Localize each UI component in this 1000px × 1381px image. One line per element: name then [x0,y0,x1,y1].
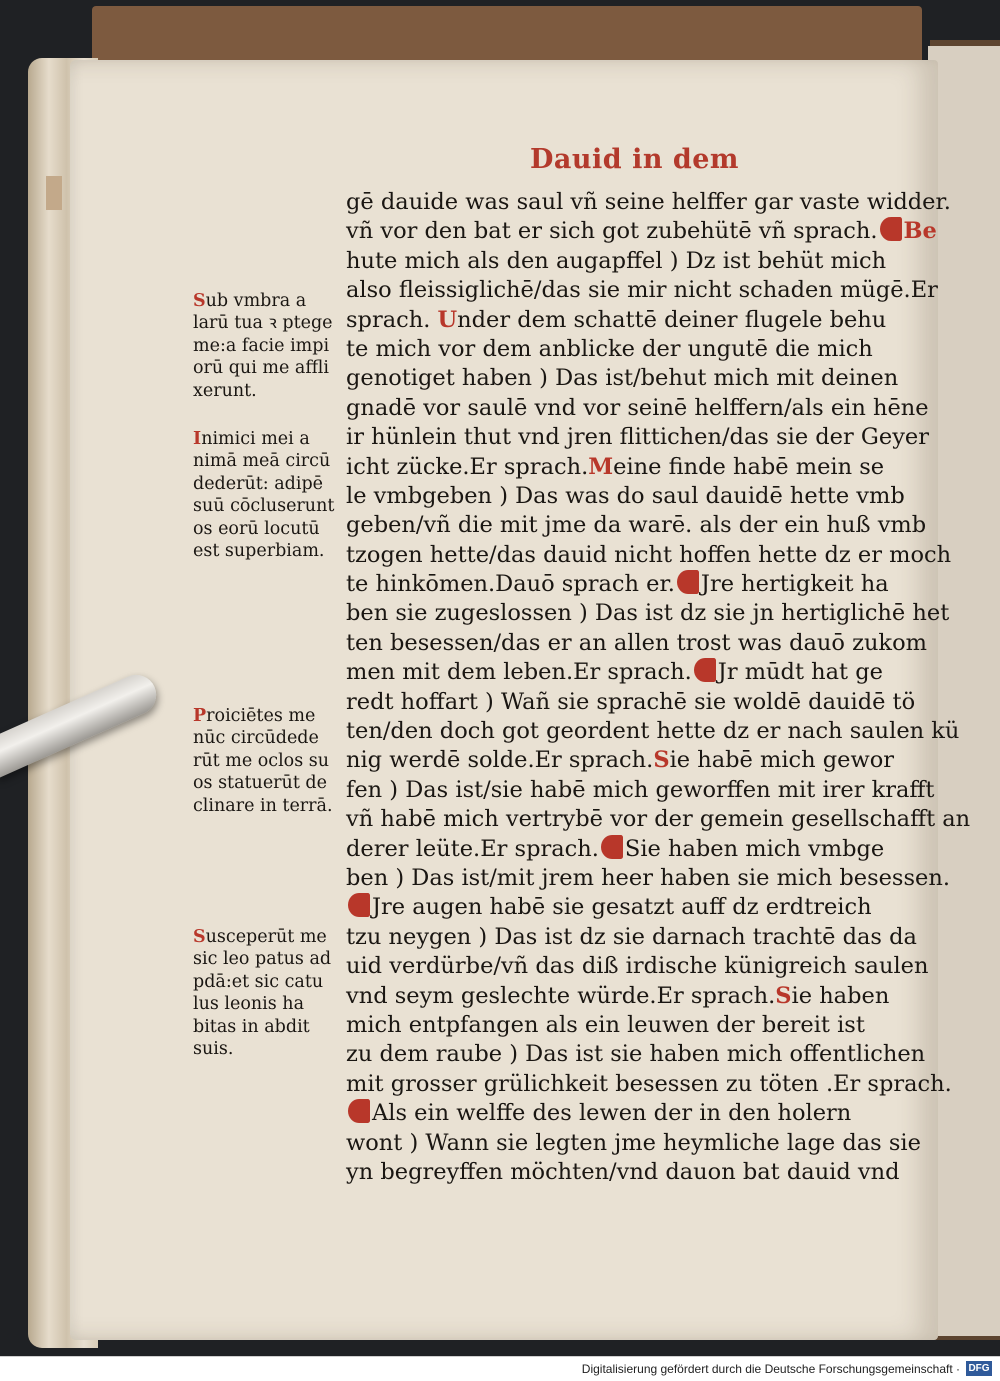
text-line: uid verdürbe/vñ das diß irdische künigreich saulen [346,953,929,980]
text-line: men mit dem leben.Er sprach. Jr mūdt hat ge [346,659,883,686]
text-line: icht zücke.Er sprach.Meine finde habē mein se [346,453,885,480]
text-line: nig werdē solde.Er sprach.Sie habē mich gewor [346,747,895,774]
text-line: yn begreyffen möchten/vnd dauon bat dauid vnd [346,1158,900,1185]
text-line: geben/vñ die mit jme da warē. als der ein huß vmb [346,512,927,539]
text-line: vnd seym geslechte würde.Er sprach.Sie haben [346,982,890,1009]
gloss-line: Proiciētes me [193,706,316,726]
gloss-line: os eorū locutū [193,518,320,539]
gloss-line: nimā meā circū [193,451,331,472]
marginal-gloss [193,926,343,1060]
dfg-logo-icon: DFG [966,1361,992,1376]
facing-page-edge [928,46,1000,1336]
gloss-line: me:a facie impi [193,335,330,356]
gloss-line: pdā:et sic catu [193,971,324,992]
text-line: mich entpfangen als ein leuwen der bereit ist [346,1011,865,1038]
gloss-line: nūc circūdede [193,728,319,749]
text-line: te hinkōmen.Dauō sprach er. Jre hertigkeit ha [346,571,889,598]
gloss-line: suū cōcluserunt [193,496,335,517]
marginal-gloss [193,428,343,562]
text-line: sprach. Under dem schattē deiner flugele behu [346,306,887,333]
text-line: tzogen hette/das dauid nicht hoffen hette dz er moch [346,541,952,568]
text-line: Jre augen habē sie gesatzt auff dz erdtreich [346,893,886,922]
gloss-line: dederūt: adipē [193,473,324,494]
text-line: ben ) Das ist/mit jrem heer haben sie mich besessen. [346,864,950,891]
page-marker-tab [46,176,62,210]
paragraph-mark-icon [694,658,716,682]
gloss-line: larū tua ꝛ ptege [193,313,333,334]
text-line: vñ vor den bat er sich got zubehütē vñ sprach. Be [346,218,937,245]
paragraph-mark-icon [601,835,623,859]
gloss-line: orū qui me affli [193,358,329,379]
footer-credit-bar [0,1356,1000,1381]
text-line: also fleissiglichē/das sie mir nicht schaden mügē.Er [346,277,938,304]
paragraph-mark-icon [348,1099,370,1123]
text-line: te mich vor dem anblicke der ungutē die mich [346,335,873,362]
text-line: le vmbgeben ) Das was do saul dauidē hette vmb [346,482,905,509]
text-line: wont ) Wann sie legten jme heymliche lage das sie [346,1129,921,1156]
text-line: redt hoffart ) Wañ sie sprachē sie woldē dauidē tö [346,688,916,715]
text-line: gnadē vor saulē vnd vor seinē helffern/als ein hēne [346,394,929,421]
gloss-line: sic leo patus ad [193,949,332,970]
gloss-line: Susceperūt me [193,927,327,947]
text-line: ten/den doch got geordent hette dz er nach saulen kü [346,718,960,745]
paragraph-mark-icon [348,893,370,917]
marginal-gloss [193,705,343,817]
text-line: gē dauide was saul vñ seine helffer gar vaste widder. [346,189,951,215]
main-text-column [346,188,971,1187]
gloss-line: suis. [193,1038,234,1059]
paragraph-mark-icon [677,570,699,594]
marginal-gloss [193,290,343,402]
text-line: hute mich als den augapffel ) Dz ist behüt mich [346,247,887,274]
gloss-line: os statuerūt de [193,773,327,794]
text-line: vñ habē mich vertrybē vor der gemein gesellschafft an [346,806,971,833]
text-line: ten besessen/das er an allen trost was dauō zukom [346,629,927,656]
gloss-line: Sub vmbra a [193,291,307,311]
text-line: genotiget haben ) Das ist/behut mich mit deinen [346,365,899,392]
gloss-line: est superbiam. [193,540,325,561]
text-line: Als ein welffe des lewen der in den holern [346,1099,886,1128]
running-head: Dauid in dem [530,144,739,175]
text-line: zu dem raube ) Das ist sie haben mich offentlichen [346,1041,926,1068]
gloss-line: Inimici mei a [193,429,310,449]
funding-credit: Digitalisierung gefördert durch die Deutsche Forschungsgemeinschaft · [581,1362,960,1376]
gloss-line: lus leonis ha [193,994,305,1015]
paragraph-mark-icon [880,217,902,241]
gloss-line: rūt me oclos su [193,750,330,771]
text-line: ben sie zugeslossen ) Das ist dz sie jn hertiglichē het [346,600,950,627]
gloss-line: xerunt. [193,380,257,401]
text-line: tzu neygen ) Das ist dz sie darnach trachtē das da [346,923,917,950]
text-line: mit grosser grülichkeit besessen zu töten .Er sprach. [346,1070,952,1097]
text-line: derer leüte.Er sprach. Sie haben mich vmbge [346,835,885,862]
gloss-line: clinare in terrā. [193,795,333,816]
gloss-line: bitas in abdit [193,1016,310,1037]
text-line: fen ) Das ist/sie habē mich geworffen mit irer krafft [346,776,935,803]
text-line: ir hünlein thut vnd jren flittichen/das sie der Geyer [346,424,929,451]
